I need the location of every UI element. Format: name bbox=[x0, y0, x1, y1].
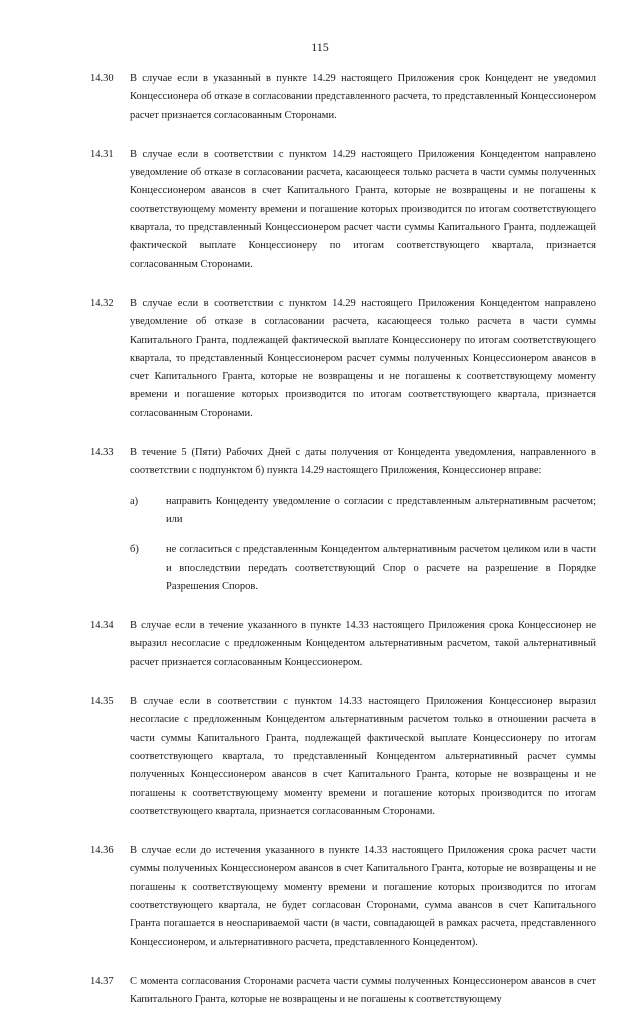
page-number: 115 bbox=[311, 40, 329, 54]
clause-number: 14.35 bbox=[90, 696, 114, 708]
subitem-letter: б) bbox=[130, 544, 139, 556]
clause-14-34 bbox=[90, 617, 596, 672]
document-body bbox=[90, 70, 596, 1030]
clause-text: В случае если в соответствии с пунктом 14.29 настоящего Приложения Концедентом направлено уведомление об отказе в согласовании расчета, касающееся только расчета в части суммы полученных Концессионером авансов в счет Капитального Гранта, которые не возвращены и не погашены к соответствующему моменту времени и погашение которых производится по итогам соответствующего квартала, то представленный Концессионером расчет части суммы Капитального Гранта, подлежащей фактической выплате Концессионеру по итогам соответствующего квартала, признается согласованным Сторонами. bbox=[130, 148, 596, 270]
clause-text: В случае если в соответствии с пунктом 14.33 настоящего Приложения Концессионер выразил несогласие с предложенным Концедентом альтернативным расчетом только в отношении расчета в части суммы Капитального Гранта, подлежащей фактической выплате Концессионеру по итогам соответствующего квартала, то представленный Концедентом альтернативный расчет суммы полученных Концессионером авансов в счет Капитального Гранта, которые не возвращены и не погашены к соответствующему моменту времени и погашение которых производится по итогам соответствующего квартала, признается согласованным Сторонами. bbox=[130, 696, 596, 817]
subitem-text: направить Концеденту уведомление о согласии с представленным альтернативным расчетом; или bbox=[166, 495, 596, 525]
subitem-b bbox=[130, 541, 596, 596]
clause-number: 14.34 bbox=[90, 620, 114, 632]
clause-14-31 bbox=[90, 146, 596, 274]
clause-number: 14.37 bbox=[90, 975, 114, 987]
subitem-text: не согласиться с представленным Концедентом альтернативным расчетом целиком или в части и впоследствии передать соответствующий Спор о расчете на разрешение в Порядке Разрешения Споров. bbox=[166, 544, 596, 592]
clause-text: В течение 5 (Пяти) Рабочих Дней с даты получения от Концедента уведомления, направленного в соответствии с подпунктом б) пункта 14.29 настоящего Приложения, Концессионер вправе: bbox=[130, 447, 596, 477]
clause-14-30 bbox=[90, 70, 596, 125]
clause-number: 14.32 bbox=[90, 297, 114, 309]
clause-text: В случае если в соответствии с пунктом 14.29 настоящего Приложения Концедентом направлено уведомление об отказе в согласовании расчета, касающееся только расчета в части суммы Капитального Гранта, подлежащей фактической выплате Концессионеру по итогам соответствующего квартала, то представленный Концессионером расчет суммы полученных Концессионером авансов в счет Капитального Гранта, которые не возвращены и не погашены к соответствующему моменту времени и погашение которых производится по итогам соответствующего квартала, признается согласованным Сторонами. bbox=[130, 297, 596, 419]
clause-number: 14.36 bbox=[90, 845, 114, 857]
clause-text: С момента согласования Сторонами расчета части суммы полученных Концессионером авансов в счет Капитального Гранта, которые не возвращены и не погашены к соответствующему bbox=[130, 975, 596, 1006]
clause-14-33 bbox=[90, 444, 596, 596]
clause-number: 14.30 bbox=[90, 73, 114, 84]
clause-text: В случае если до истечения указанного в пункте 14.33 настоящего Приложения срока расчет части суммы полученных Концессионером авансов в счет Капитального Гранта, которые не возвращены и не погашены к соответствующему моменту времени и погашение которых производится по итогам соответствующего квартала, не будет согласован Сторонами, сумма авансов в счет Капитального Гранта погашается в неоспариваемой части (в части, совпадающей в рамках расчета, представленного Концессионером, и альтернативного расчета, представленного Концедентом). bbox=[130, 845, 596, 948]
clause-14-32 bbox=[90, 295, 596, 423]
subitem-a bbox=[130, 493, 596, 530]
clause-number: 14.31 bbox=[90, 148, 114, 160]
clause-14-36 bbox=[90, 842, 596, 952]
subitem-letter: а) bbox=[130, 495, 139, 507]
clause-number: 14.33 bbox=[90, 447, 114, 459]
clause-14-35 bbox=[90, 693, 596, 821]
clause-text: В случае если в течение указанного в пункте 14.33 настоящего Приложения срока Концессионер не выразил несогласие с предложенным Концедентом альтернативным расчетом, такой альтернативный расчет признается согласованным Концессионером. bbox=[130, 620, 596, 668]
clause-14-37 bbox=[90, 973, 596, 1010]
clause-text: В случае если в указанный в пункте 14.29 настоящего Приложения срок Концедент не уведомил Концессионера об отказе в согласовании представленного расчета, то представленный Концессионером расчет признается согласованным Сторонами. bbox=[130, 73, 596, 121]
